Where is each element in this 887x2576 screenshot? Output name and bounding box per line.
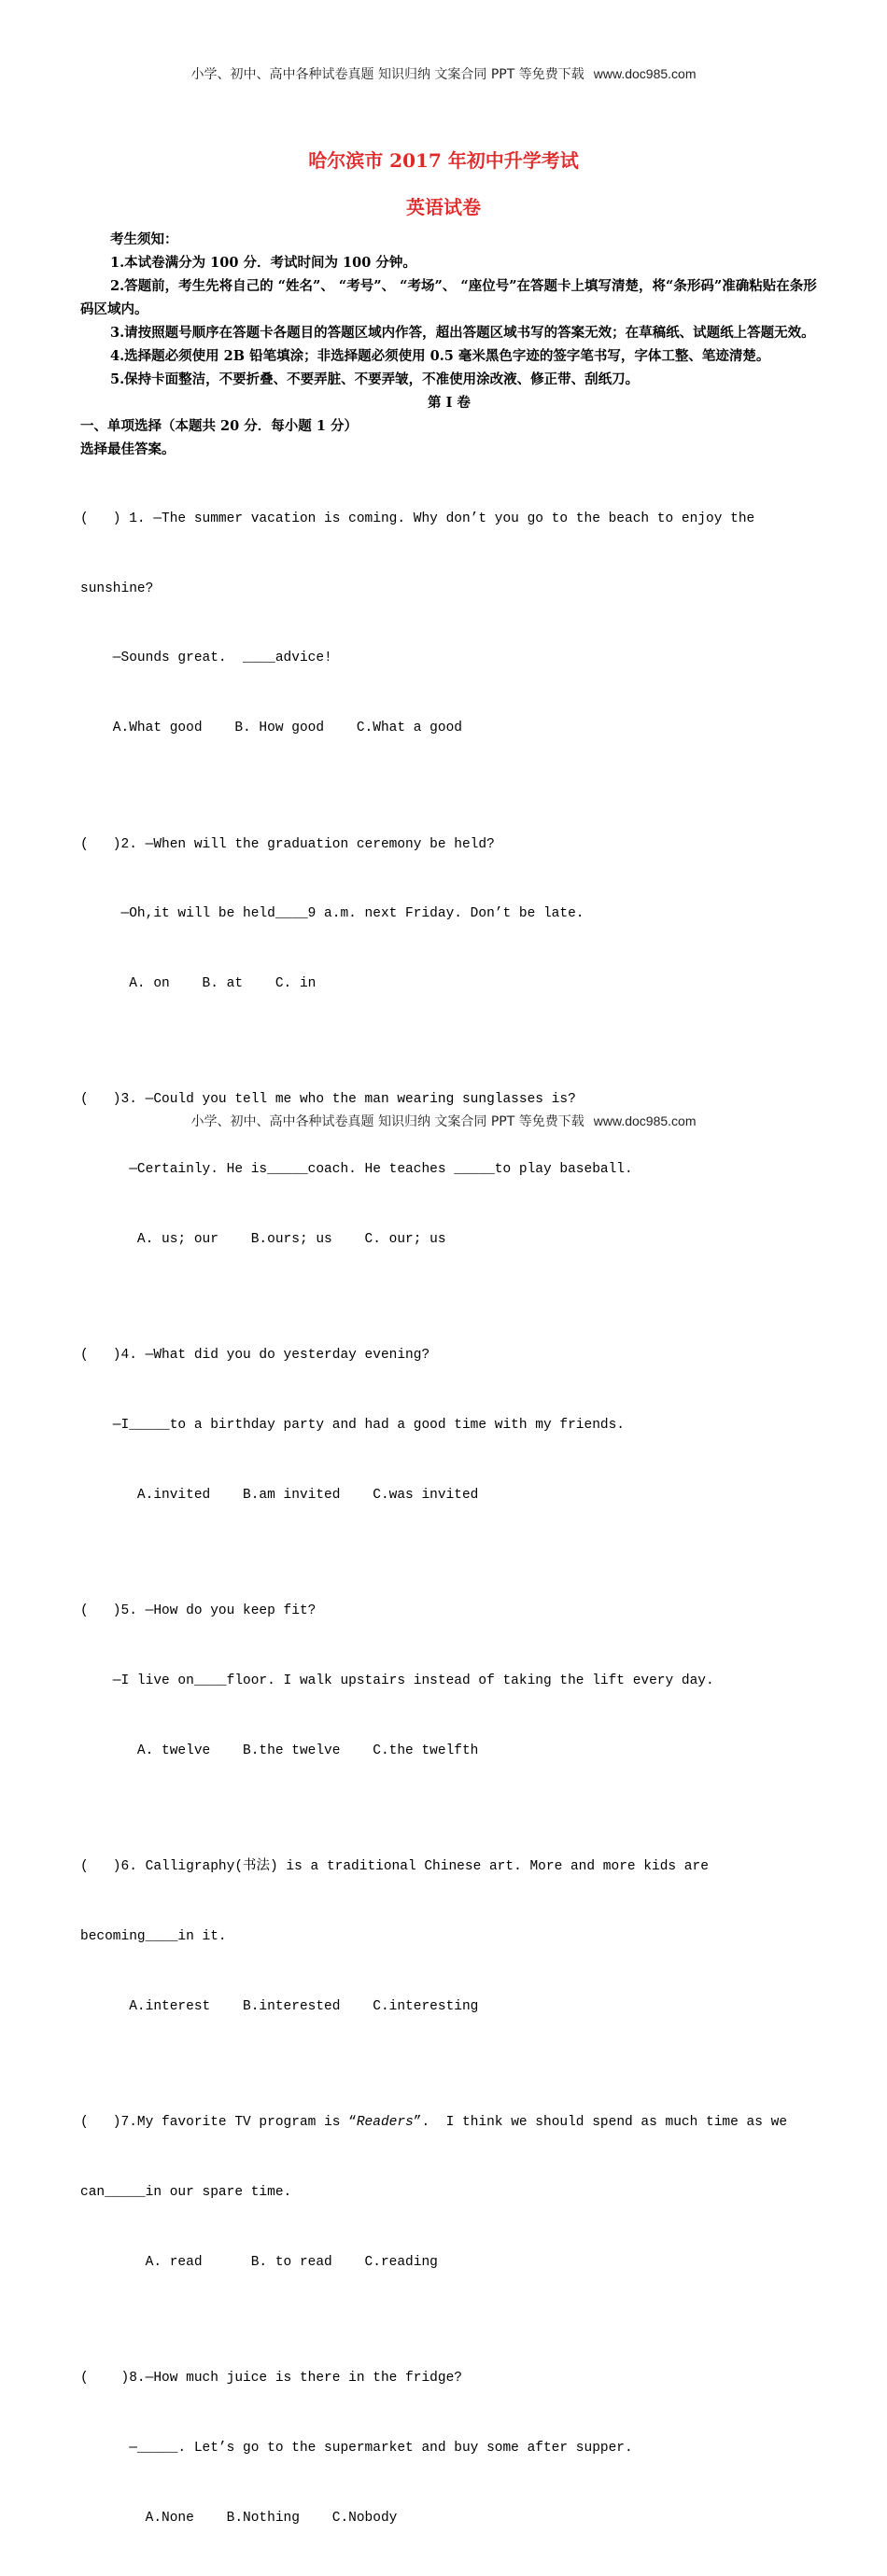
footer-site: www.doc985.com <box>594 1113 697 1128</box>
header-site: www.doc985.com <box>594 66 697 81</box>
page-header <box>0 64 887 83</box>
question-options: A. read B. to read C.reading <box>80 2251 818 2275</box>
footer-text: 小学、初中、高中各种试卷真题 知识归纳 文案合同 PPT 等免费下载 <box>191 1114 584 1129</box>
question-line: —I_____to a birthday party and had a good time with my friends. <box>80 1414 818 1437</box>
header-text: 小学、初中、高中各种试卷真题 知识归纳 文案合同 PPT 等免费下载 <box>191 67 584 82</box>
question-5 <box>80 1554 818 1810</box>
question-1 <box>80 461 818 787</box>
exam-subtitle: 英语试卷 <box>0 192 887 219</box>
question-line: ( ) 1. —The summer vacation is coming. Why don’t you go to the beach to enjoy the <box>80 508 818 531</box>
question-text: ( )7.My favorite TV program is “ <box>80 2115 357 2130</box>
question-line: ( )8.—How much juice is there in the fridge? <box>80 2367 818 2390</box>
question-options: A. on B. at C. in <box>80 973 818 996</box>
question-6 <box>80 1810 818 2065</box>
question-line: ( )6. Calligraphy(书法) is a traditional Chinese art. More and more kids are <box>80 1855 818 1879</box>
section-instruction: 选择最佳答案。 <box>80 438 818 461</box>
notice-item: 3.请按照题号顺序在答题卡各题目的答题区域内作答，超出答题区域书写的答案无效；在草稿纸、试题纸上答题无效。 <box>80 321 818 344</box>
question-options: A. twelve B.the twelve C.the twelfth <box>80 1740 818 1763</box>
question-line: sunshine? <box>80 578 818 601</box>
notice-item: 5.保持卡面整洁，不要折叠、不要弄脏、不要弄皱，不准使用涂改液、修正带、刮纸刀。 <box>80 368 818 391</box>
question-line: —Certainly. He is_____coach. He teaches _____to play baseball. <box>80 1158 818 1182</box>
notice-heading: 考生须知： <box>80 228 818 251</box>
question-line: ( )4. —What did you do yesterday evening? <box>80 1344 818 1367</box>
question-4 <box>80 1298 818 1554</box>
question-line <box>80 2111 818 2135</box>
question-options: A.None B.Nothing C.Nobody <box>80 2507 818 2530</box>
page-footer <box>0 1112 887 1130</box>
question-line: ( )3. —Could you tell me who the man wearing sunglasses is? <box>80 1088 818 1112</box>
notice-item: 4.选择题必须使用 2B 铅笔填涂；非选择题必须使用 0.5 毫米黑色字迹的签字笔书写，字体工整、笔迹清楚。 <box>80 344 818 368</box>
question-2 <box>80 787 818 1043</box>
question-options: A. us; our B.ours; us C. our; us <box>80 1228 818 1252</box>
question-3 <box>80 1043 818 1298</box>
question-text: ”. I think we should spend as much time as we <box>414 2115 787 2130</box>
program-title: Readers <box>357 2115 414 2130</box>
question-line: ( )5. —How do you keep fit? <box>80 1600 818 1623</box>
question-7 <box>80 2065 818 2321</box>
question-options: A.interest B.interested C.interesting <box>80 1995 818 2019</box>
question-line: becoming____in it. <box>80 1925 818 1949</box>
question-line: can_____in our spare time. <box>80 2181 818 2205</box>
question-options: A.What good B. How good C.What a good <box>80 717 818 740</box>
exam-body <box>80 228 818 2576</box>
question-line: —Oh,it will be held____9 a.m. next Friday. Don’t be late. <box>80 903 818 926</box>
question-line: —I live on____floor. I walk upstairs instead of taking the lift every day. <box>80 1670 818 1693</box>
question-8 <box>80 2321 818 2576</box>
notice-item: 1.本试卷满分为 100 分．考试时间为 100 分钟。 <box>80 251 818 274</box>
notice-item: 2.答题前，考生先将自己的 “姓名”、 “考号”、 “考场”、 “座位号”在答题卡上填写清楚，将“条形码”准确粘贴在条形码区域内。 <box>80 274 818 321</box>
question-line: —Sounds great. ____advice! <box>80 647 818 670</box>
section-title: 一、单项选择（本题共 20 分．每小题 1 分） <box>80 414 818 438</box>
question-line: —_____. Let’s go to the supermarket and buy some after supper. <box>80 2437 818 2460</box>
exam-title: 哈尔滨市 2017 年初中升学考试 <box>0 146 887 173</box>
part-heading: 第 I 卷 <box>80 391 818 414</box>
question-line: ( )2. —When will the graduation ceremony be held? <box>80 833 818 857</box>
question-options: A.invited B.am invited C.was invited <box>80 1484 818 1507</box>
